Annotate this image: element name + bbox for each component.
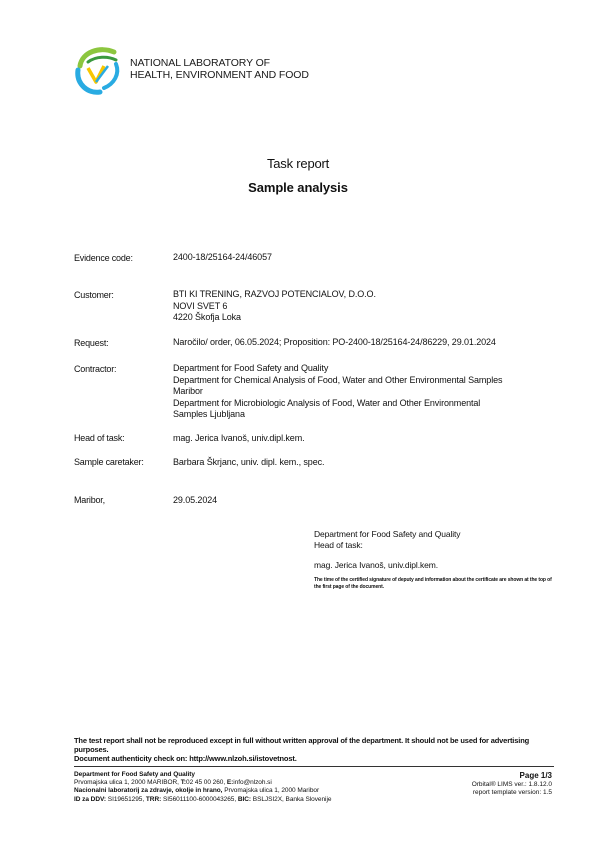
contractor-line: Department for Food Safety and Quality (173, 363, 329, 373)
footer-institution-address: Prvomajska ulica 1, 2000 Maribor (224, 787, 320, 795)
organization-name (130, 57, 309, 81)
org-line-1: NATIONAL LABORATORY OF (130, 57, 270, 69)
date-value: 29.05.2024 (173, 495, 218, 505)
contractor-value (173, 363, 502, 421)
footer-phone: 02 45 00 260, (186, 779, 226, 787)
signature-department: Department for Food Safety and Quality (314, 529, 461, 539)
place-label: Maribor, (74, 495, 105, 505)
footer-trr-label: TRR: (145, 795, 162, 803)
footer-institution: Nacionalni laboratorij za zdravje, okolje in hrano, (74, 787, 223, 795)
footer-email-label: E: (226, 779, 234, 787)
customer-value (173, 289, 376, 324)
evidence-code-value: 2400-18/25164-24/46057 (173, 252, 272, 262)
authenticity-link: Document authenticity check on: http://www.nlzoh.si/istovetnost. (74, 754, 297, 763)
head-of-task-label: Head of task: (74, 433, 125, 443)
contractor-label: Contractor: (74, 364, 117, 374)
document-title: Sample analysis (248, 180, 348, 195)
disclaimer-line: The test report shall not be reproduced except in full without written approval of the department. It should not be used for advertising (74, 736, 530, 745)
footer-vat-label: ID za DDV: (74, 795, 107, 803)
nlzoh-logo-icon (74, 44, 124, 96)
disclaimer-line: purposes. (74, 745, 109, 754)
request-label: Request: (74, 338, 109, 348)
head-of-task-value: mag. Jerica Ivanoš, univ.dipl.kem. (173, 433, 305, 443)
page-number: Page 1/3 (519, 771, 552, 780)
footer-bic: BSLJSI2X, (252, 795, 284, 803)
sample-caretaker-value: Barbara Škrjanc, univ. dipl. kem., spec. (173, 457, 325, 467)
customer-line: BTI KI TRENING, RAZVOJ POTENCIALOV, D.O.O. (173, 289, 376, 299)
customer-line: 4220 Škofja Loka (173, 312, 241, 322)
footer-department: Department for Food Safety and Quality (74, 771, 195, 778)
footer-trr: SI56011100-6000043265, (162, 795, 237, 803)
footer-phone-label: T: (180, 779, 187, 787)
contractor-line: Maribor (173, 386, 203, 396)
disclaimer (74, 736, 534, 763)
contractor-line: Department for Chemical Analysis of Food, Water and Other Environmental Samples (173, 374, 503, 385)
signature-note: The time of the certified signature of deputy and information about the certificate are shown at the top of the first page of the document. (314, 577, 552, 590)
evidence-code-label: Evidence code: (74, 253, 133, 263)
template-version: report template version: 1.5 (472, 789, 552, 797)
lims-version: Orbital® LIMS ver.: 1.8.12.0 (471, 781, 552, 788)
contractor-line: Department for Microbiologic Analysis of Food, Water and Other Environmental (173, 397, 481, 408)
signature-block (314, 529, 460, 551)
request-value: Naročilo/ order, 06.05.2024; Proposition: PO-2400-18/25164-24/86229, 29.01.2024 (173, 337, 496, 347)
footer-address: Prvomajska ulica 1, 2000 MARIBOR, (74, 779, 179, 787)
org-line-2: HEALTH, ENVIRONMENT AND FOOD (130, 69, 309, 81)
footer-email: info@nlzoh.si (233, 779, 272, 787)
footer-divider (74, 766, 554, 767)
contractor-line: Samples Ljubljana (173, 409, 245, 419)
customer-label: Customer: (74, 290, 114, 300)
footer-bank: Banka Slovenije (285, 795, 332, 803)
footer-info (74, 771, 331, 804)
signature-role: Head of task: (314, 540, 363, 550)
customer-line: NOVI SVET 6 (173, 300, 228, 311)
footer-vat: SI19651295, (107, 795, 145, 803)
sample-caretaker-label: Sample caretaker: (74, 457, 144, 467)
signature-name: mag. Jerica Ivanoš, univ.dipl.kem. (314, 560, 438, 570)
document-type-title: Task report (266, 156, 330, 171)
page-info (472, 770, 552, 797)
footer-bic-label: BIC: (237, 795, 252, 803)
